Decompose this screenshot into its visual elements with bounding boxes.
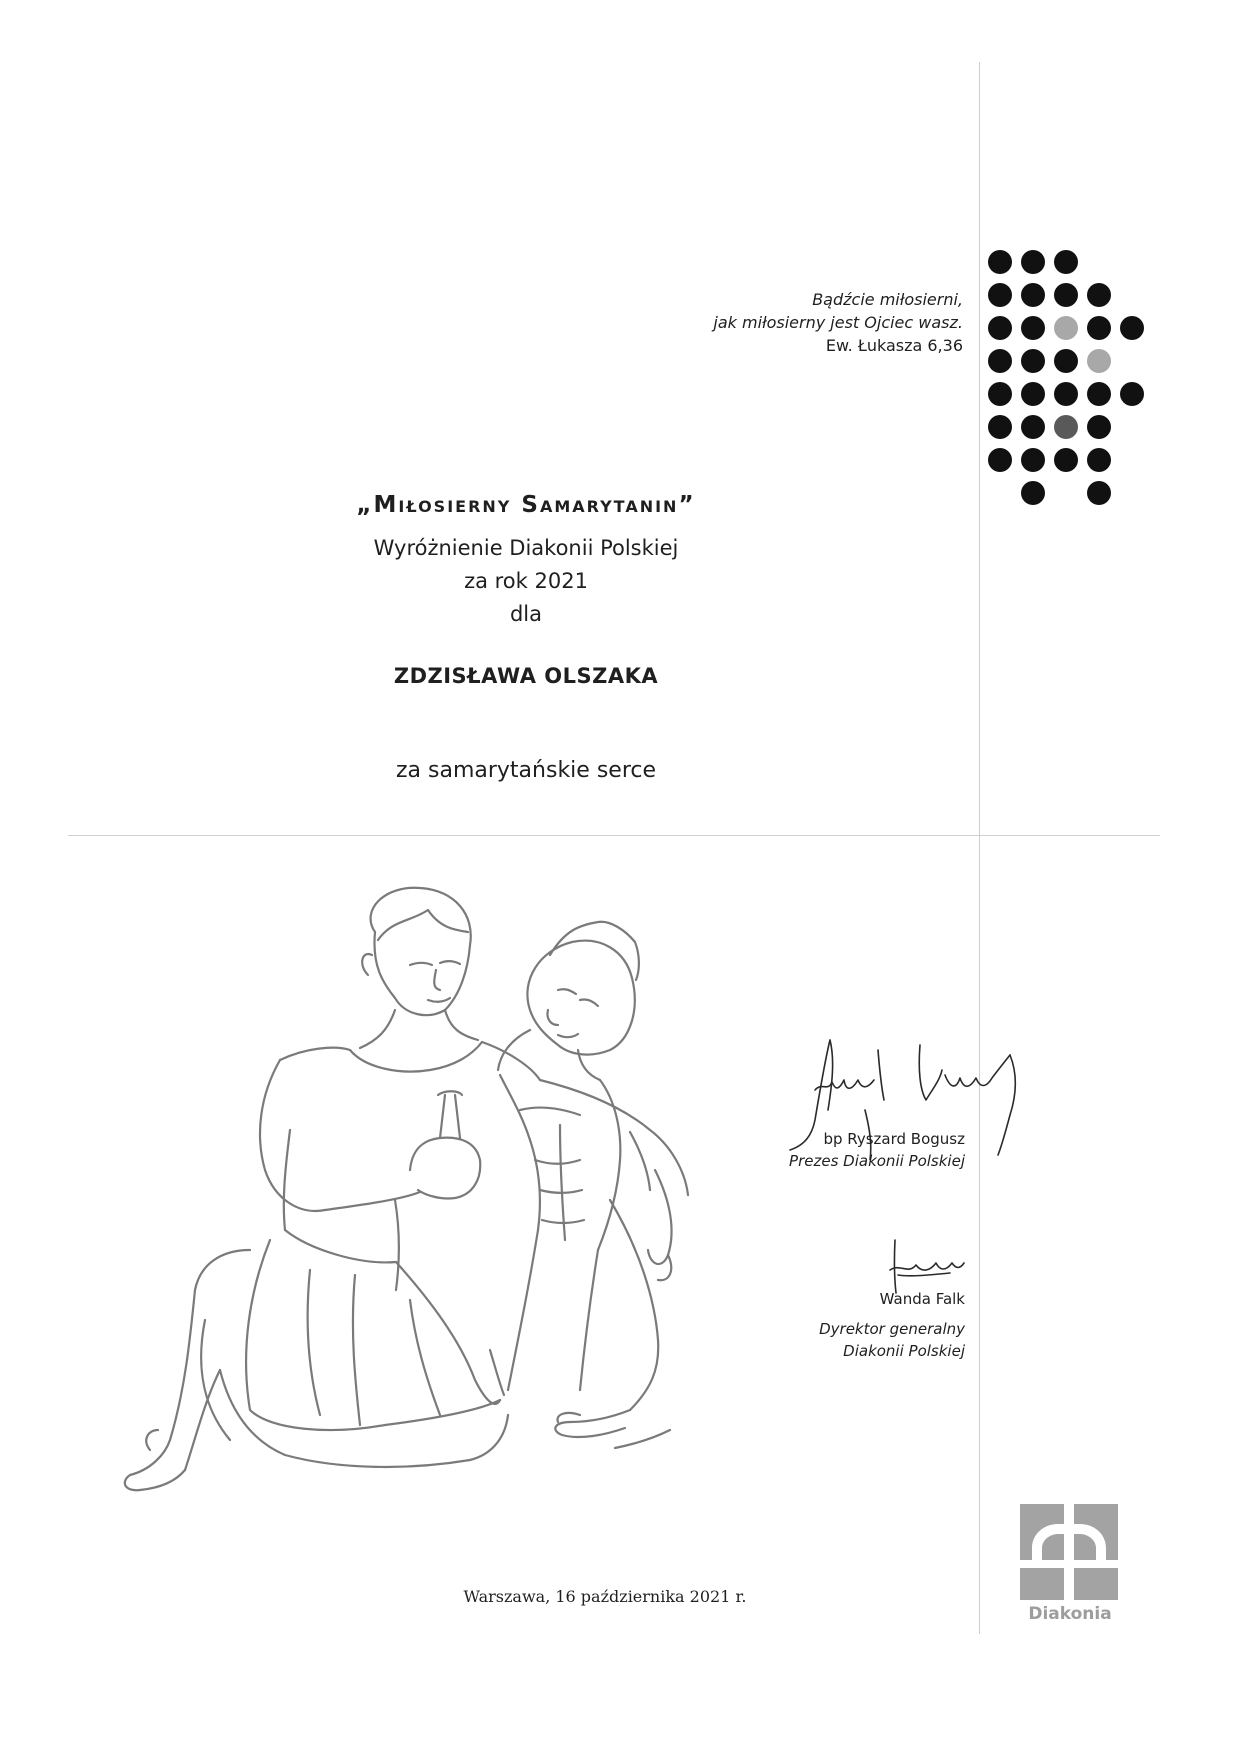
horizontal-divider bbox=[68, 835, 1160, 836]
dot-pattern-icon bbox=[988, 250, 1148, 510]
issue-date: Warszawa, 16 października 2021 r. bbox=[463, 1587, 747, 1606]
samaritan-illustration bbox=[110, 870, 780, 1560]
diakonia-logo-icon bbox=[1020, 1504, 1118, 1600]
signatory-2-role-org: Diakonii Polskiej bbox=[843, 1342, 965, 1360]
signatory-2-name: Wanda Falk bbox=[879, 1290, 965, 1308]
recipient-name: ZDZISŁAWA OLSZAKA bbox=[393, 664, 659, 688]
signatory-1-role: Prezes Diakonii Polskiej bbox=[789, 1152, 965, 1170]
diakonia-logo-text: Diakonia bbox=[1028, 1604, 1112, 1624]
award-reason: za samarytańskie serce bbox=[395, 758, 657, 783]
signatory-1 bbox=[789, 1128, 965, 1172]
vertical-divider bbox=[979, 62, 980, 1634]
award-for: dla bbox=[509, 602, 543, 626]
award-title: „Miłosierny Samarytanin” bbox=[356, 492, 696, 518]
signature-falk bbox=[880, 1235, 970, 1295]
signatory-2 bbox=[819, 1288, 965, 1362]
bible-quote bbox=[713, 288, 963, 357]
signatory-2-role: Dyrektor generalny bbox=[819, 1320, 965, 1338]
quote-line-1: Bądźcie miłosierni, bbox=[812, 290, 963, 309]
quote-source: Ew. Łukasza 6,36 bbox=[825, 336, 963, 355]
award-year: za rok 2021 bbox=[464, 569, 588, 593]
signatory-1-name: bp Ryszard Bogusz bbox=[823, 1130, 965, 1148]
quote-line-2: jak miłosierny jest Ojciec wasz. bbox=[713, 313, 963, 332]
award-subtitle: Wyróżnienie Diakonii Polskiej bbox=[373, 536, 679, 560]
